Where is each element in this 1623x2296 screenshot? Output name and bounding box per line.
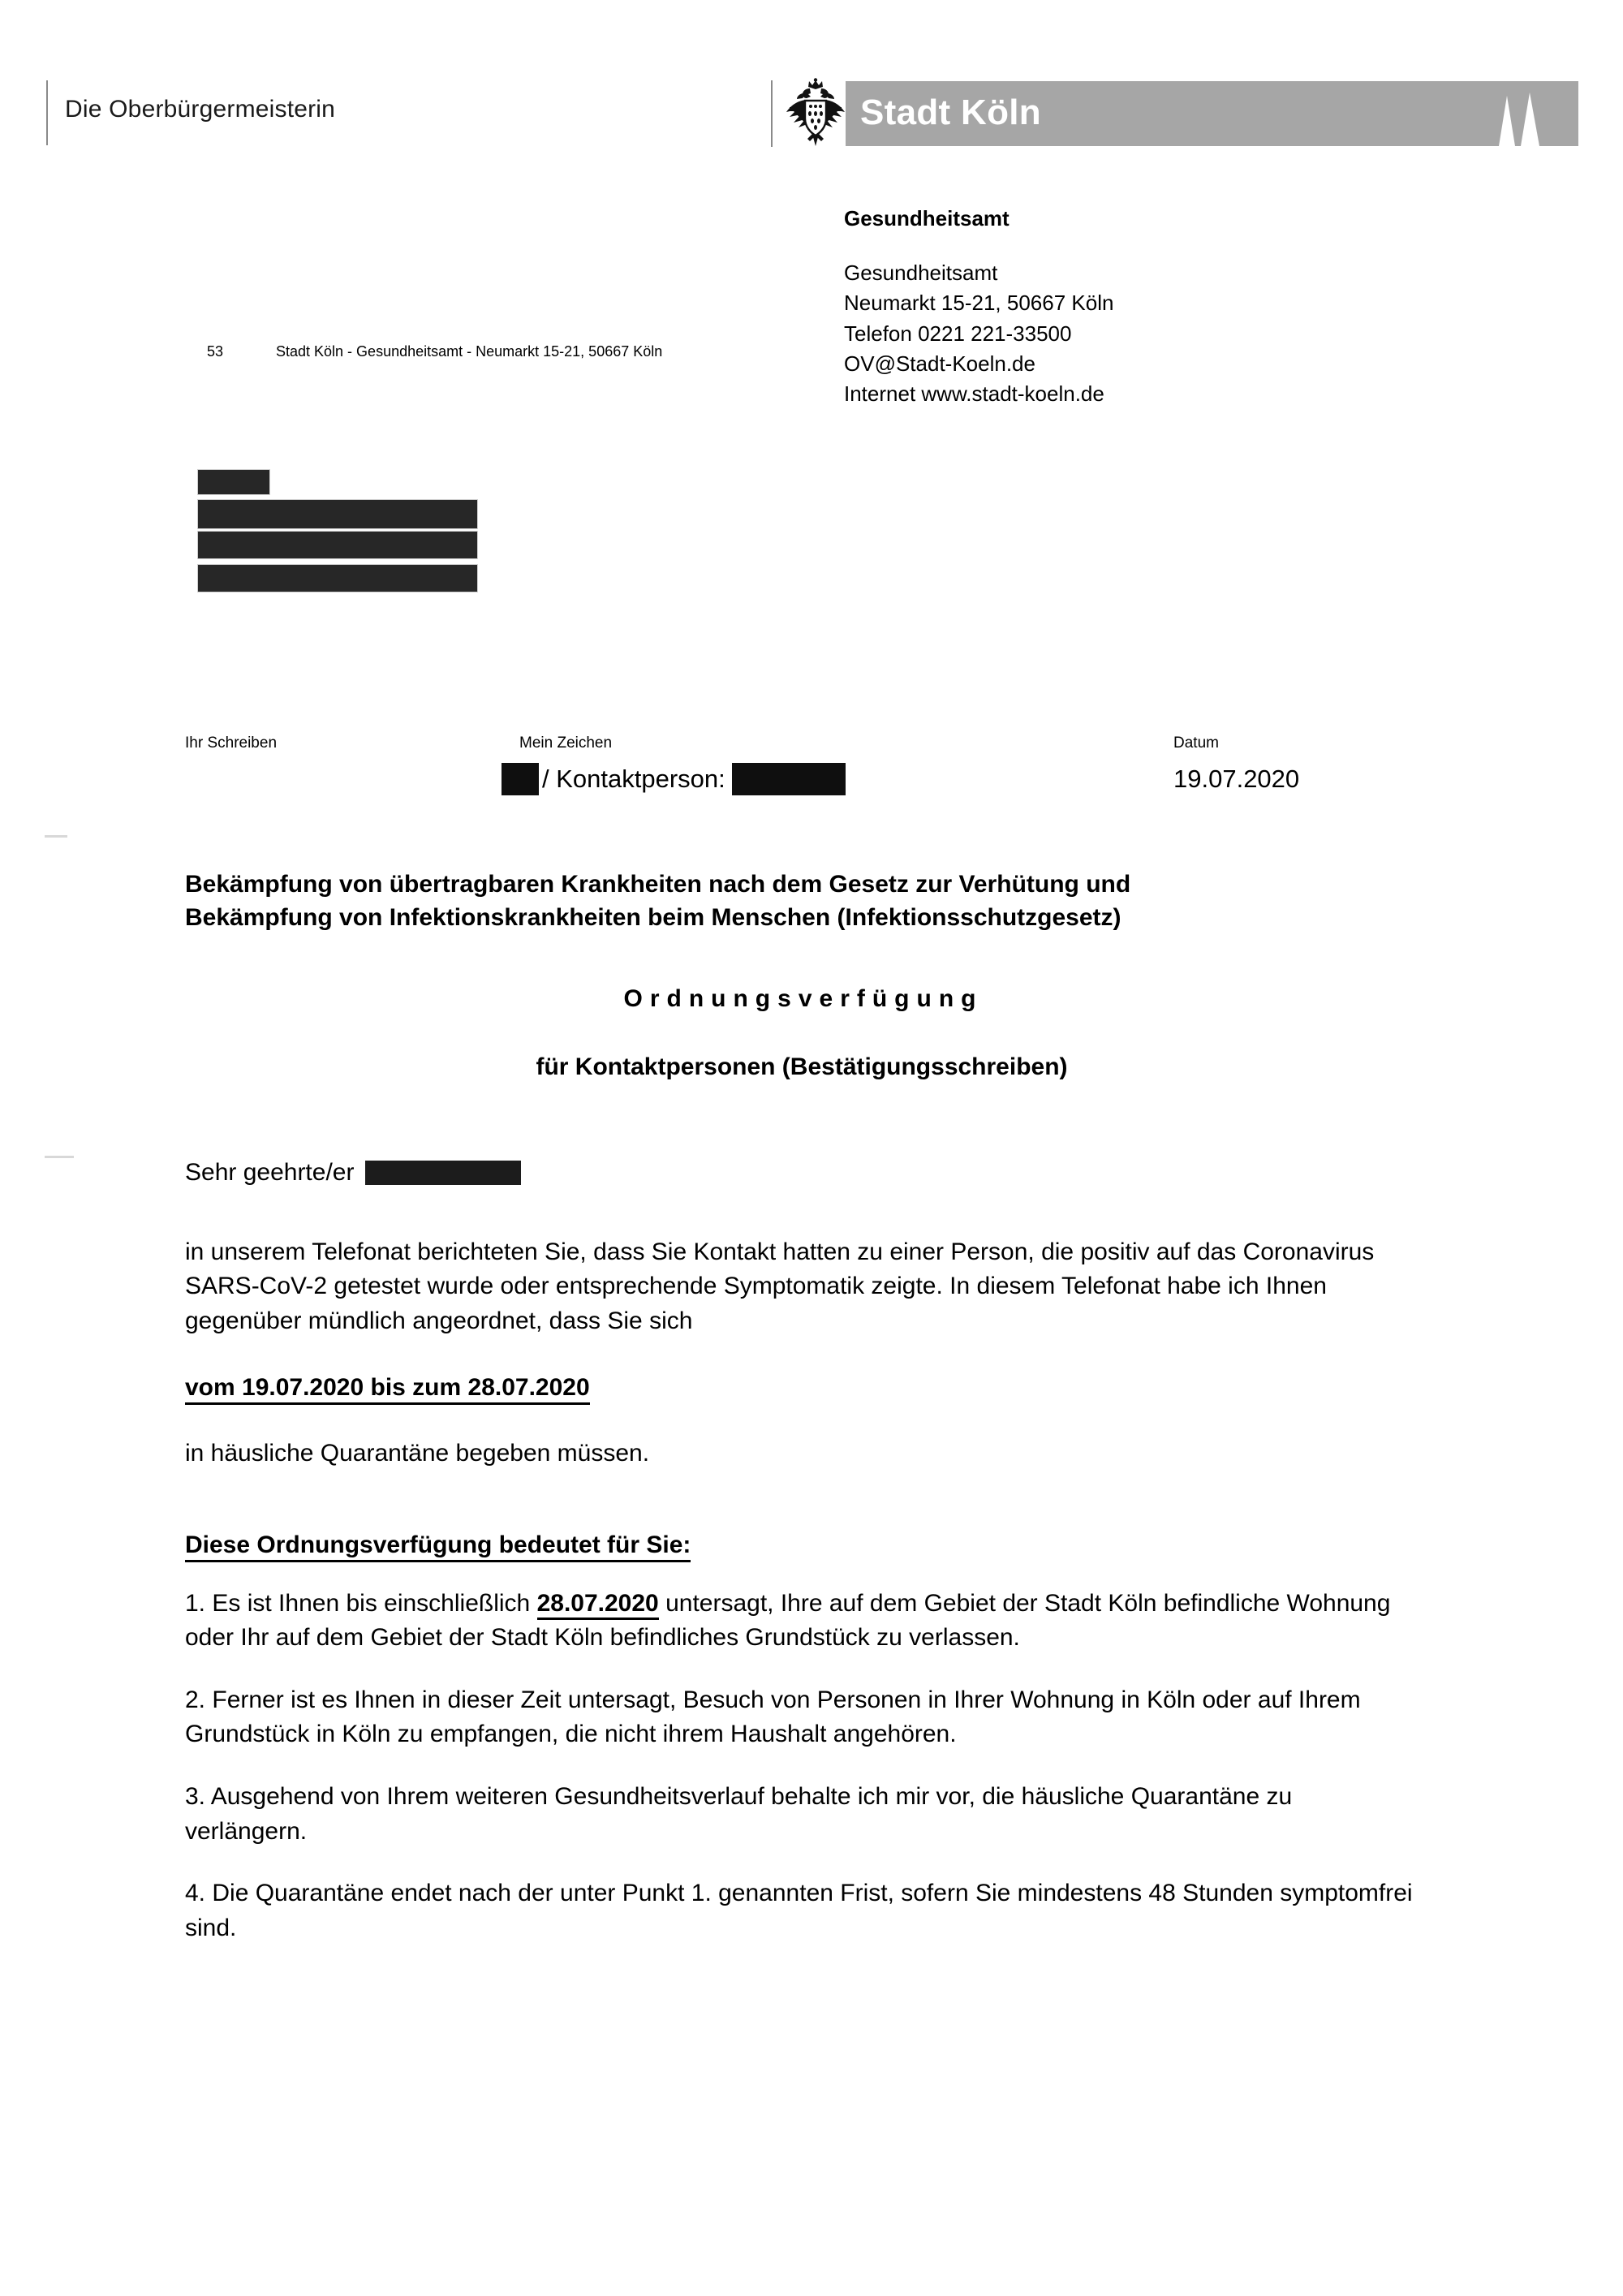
department-contact-block [844,205,1347,409]
order-heading: Ordnungsverfügung [623,984,984,1012]
label-your-letter: Ihr Schreiben [185,734,278,752]
city-banner [846,81,1578,146]
quarantine-period-line [185,1371,1419,1406]
contact-line-address: Neumarkt 15-21, 50667 Köln [844,291,1114,316]
item-4-number: 4. [185,1880,206,1907]
redacted-bar-reference [502,763,539,795]
document-body [185,868,1419,1945]
legal-title [185,868,1419,935]
item-2-number: 2. [185,1686,206,1713]
redacted-bar-name [197,499,478,529]
reference-value-group [502,763,846,795]
label-date: Datum [1173,734,1219,752]
item-1-text-before: Es ist Ihnen bis einschließlich [212,1589,531,1617]
redacted-bar-street [197,531,478,559]
header-divider-left [46,80,48,145]
header-divider-crest [771,80,773,147]
item-2-text: Ferner ist es Ihnen in dieser Zeit untersagt, Besuch von Personen in Ihrer Wohnung in Köln oder auf Ihrem Grundstück in Köln zu empfangen, die nicht ihrem Haushalt angehören. [185,1686,1361,1748]
redacted-bar-salutation [197,469,270,495]
item-3-text: Ausgehend von Ihrem weiteren Gesundheitsverlauf behalte ich mir vor, die häusliche Quarantäne zu verlängern. [185,1782,1293,1845]
label-my-reference: Mein Zeichen [519,734,613,752]
order-subheading: für Kontaktpersonen (Bestätigungsschreiben) [536,1053,1068,1080]
salutation-row [185,1159,1419,1187]
contact-line-department: Gesundheitsamt [844,261,998,286]
item-3-number: 3. [185,1782,206,1810]
section-heading-text: Diese Ordnungsverfügung bedeutet für Sie: [185,1531,691,1562]
department-name: Gesundheitsamt [844,206,1010,230]
ordinance-item-2 [185,1683,1419,1752]
sender-return-address: Stadt Köln - Gesundheitsamt - Neumarkt 15-21, 50667 Köln [276,343,663,360]
contact-line-phone: Telefon 0221 221-33500 [844,321,1072,346]
document-date: 19.07.2020 [1173,765,1300,793]
contact-line-website: Internet www.stadt-koeln.de [844,381,1104,406]
cologne-cathedral-spires-icon [1483,81,1572,146]
redacted-bar-contact-person [732,763,846,795]
fold-mark-lower [45,1156,74,1158]
item-1-text-after: untersagt, Ihre auf dem Gebiet der Stadt Köln befindliche Wohnung oder Ihr auf dem Gebiet der Stadt Köln befindliches Grundstück zu verlassen. [185,1589,1391,1652]
sender-return-line [207,343,662,360]
item-4-text: Die Quarantäne endet nach der unter Punkt 1. genannten Frist, sofern Sie mindestens 48 Stunden symptomfrei sind. [185,1880,1413,1941]
item-1-emphasis-date: 28.07.2020 [537,1590,659,1620]
reference-values-row [185,763,1419,803]
legal-title-line-2: Bekämpfung von Infektionskrankheiten beim Menschen (Infektionsschutzgesetz) [185,903,1121,931]
cologne-eagle-crest-icon [781,78,850,149]
ordinance-item-1 [185,1587,1419,1656]
fold-mark-upper [45,835,67,838]
page-header [0,0,1623,162]
item-1-number: 1. [185,1589,206,1617]
legal-title-line-1: Bekämpfung von übertragbaren Krankheiten nach dem Gesetz zur Verhütung und [185,871,1131,898]
city-banner-title: Stadt Köln [860,93,1041,132]
quarantine-followup-line: in häusliche Quarantäne begeben müssen. [185,1439,650,1467]
sender-department-number: 53 [207,343,224,360]
ordinance-item-4 [185,1876,1419,1945]
reference-separator-label: / Kontaktperson: [542,765,725,793]
reference-labels-row [185,734,1419,759]
redacted-bar-addressee-name [365,1161,521,1185]
intro-paragraph: in unserem Telefonat berichteten Sie, dass Sie Kontakt hatten zu einer Person, die positiv auf das Coronavirus SARS-CoV-2 getestet wurde oder entsprechende Symptomatik zeigte. In diesem Telefonat habe ich Ihnen gegenüber mündlich angeordnet, dass Sie sich [185,1238,1375,1334]
salutation-text: Sehr geehrte/er [185,1158,355,1186]
section-heading-consequences [185,1531,1419,1559]
office-holder-title: Die Oberbürgermeisterin [65,96,336,123]
ordinance-item-3 [185,1780,1419,1849]
quarantine-period-text: vom 19.07.2020 bis zum 28.07.2020 [185,1374,590,1405]
recipient-address-block [197,469,489,592]
redacted-bar-city [197,564,478,592]
contact-line-email: OV@Stadt-Koeln.de [844,351,1035,376]
